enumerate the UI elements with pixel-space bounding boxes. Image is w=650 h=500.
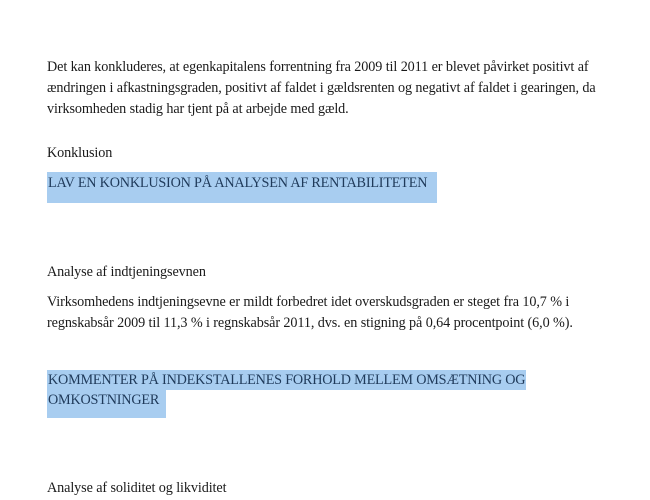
highlighted-note-indekstal-line-1[interactable] xyxy=(47,370,526,390)
paragraph-line: virksomheden stadig har tjent på at arbejde med gæld. xyxy=(47,101,349,117)
paragraph-line: Virksomhedens indtjeningsevne er mildt forbedret idet overskudsgraden er steget fra 10,7 % i xyxy=(47,294,570,310)
paragraph-line: regnskabsår 2009 til 11,3 % i regnskabsår 2011, dvs. en stigning på 0,64 procentpoint (6,0 %). xyxy=(47,315,573,331)
paragraph-line: ændringen i afkastningsgraden, positivt af faldet i gældsrenten og negativt af faldet i gearingen, da xyxy=(47,80,596,96)
paragraph-indtjeningsevne[interactable] xyxy=(47,292,573,334)
heading-soliditet-likviditet: Analyse af soliditet og likviditet xyxy=(47,480,227,496)
paragraph-line: Det kan konkluderes, at egenkapitalens forrentning fra 2009 til 2011 er blevet påvirket positivt af xyxy=(47,59,589,75)
highlighted-note-konklusion[interactable] xyxy=(47,172,437,203)
highlighted-note-text: KOMMENTER PÅ INDEKSTALLENES FORHOLD MELLEM OMSÆTNING OG xyxy=(48,372,526,388)
heading-konklusion: Konklusion xyxy=(47,145,113,161)
heading-indtjeningsevne: Analyse af indtjeningsevnen xyxy=(47,264,206,280)
paragraph-rentabilitet-conclusion[interactable] xyxy=(47,57,596,120)
highlighted-note-indekstal-line-2[interactable] xyxy=(47,390,166,418)
clipped-top-line xyxy=(40,0,380,6)
highlighted-note-text: LAV EN KONKLUSION PÅ ANALYSEN AF RENTABILITETEN xyxy=(48,175,428,191)
highlighted-note-text: OMKOSTNINGER xyxy=(48,392,160,408)
